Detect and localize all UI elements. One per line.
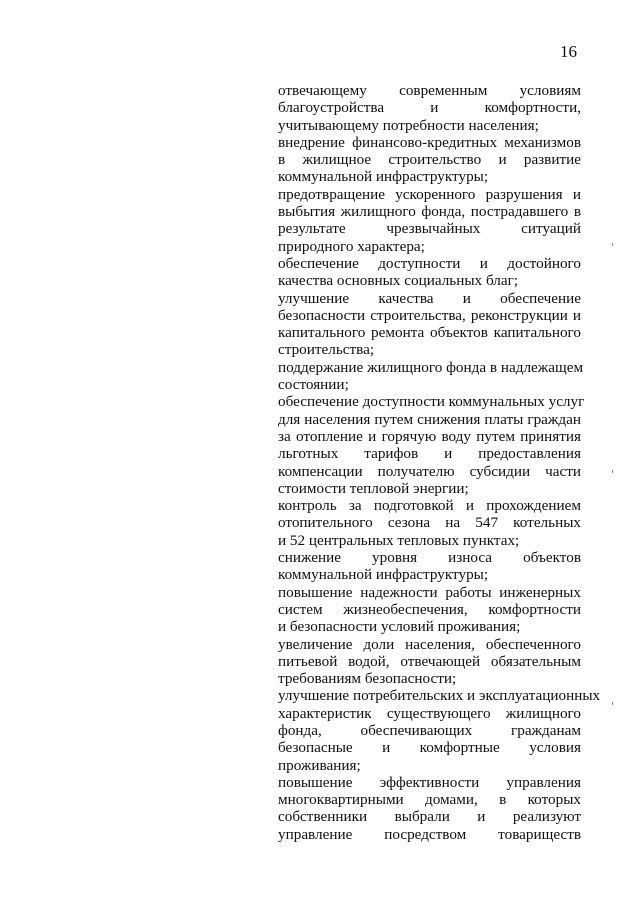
text-line: качества основных социальных благ; xyxy=(278,272,519,290)
body-text-column xyxy=(278,82,601,843)
text-line: за отопление и горячую воду путем принятия xyxy=(278,427,581,445)
text-line: отопительного сезона на 547 котельных xyxy=(278,514,581,532)
text-line: природного характера; xyxy=(278,237,425,255)
text-line: в жилищное строительство и развитие xyxy=(278,151,581,169)
text-line: проживания; xyxy=(278,756,361,774)
page-number: 16 xyxy=(560,42,577,61)
text-line: обеспечение доступности и достойного xyxy=(278,254,581,272)
text-line: поддержание жилищного фонда в надлежащем xyxy=(278,358,584,376)
text-line: и 52 центральных тепловых пунктах; xyxy=(278,531,520,549)
text-line: систем жизнеобеспечения, комфортности xyxy=(278,600,581,618)
text-line: улучшение потребительских и эксплуатационных xyxy=(278,687,601,705)
text-line: состоянии; xyxy=(278,376,349,394)
text-line: управление посредством товариществ xyxy=(278,825,581,843)
text-line: повышение эффективности управления xyxy=(278,773,581,791)
text-line: требованиям безопасности; xyxy=(278,670,457,688)
text-line: многоквартирными домами, в которых xyxy=(278,791,581,809)
text-line: безопасности строительства, реконструкции и xyxy=(278,306,581,324)
text-line: характеристик существующего жилищного xyxy=(278,704,581,722)
text-line: выбытия жилищного фонда, пострадавшего в xyxy=(278,203,581,221)
text-line: отвечающему современным условиям xyxy=(278,82,581,99)
text-line: стоимости тепловой энергии; xyxy=(278,479,469,497)
text-line: льготных тарифов и предоставления xyxy=(278,445,581,463)
text-line: улучшение качества и обеспечение xyxy=(278,289,581,307)
text-line: увеличение доли населения, обеспеченного xyxy=(278,635,581,653)
text-line: внедрение финансово-кредитных механизмов xyxy=(278,133,581,151)
text-line: и безопасности условий проживания; xyxy=(278,618,521,636)
text-line: питьевой водой, отвечающей обязательным xyxy=(278,652,581,670)
text-line: для населения путем снижения платы граждан xyxy=(278,410,581,428)
text-line: учитывающему потребности населения; xyxy=(278,116,539,134)
text-line: обеспечение доступности коммунальных услуг xyxy=(278,393,585,411)
text-line: снижение уровня износа объектов xyxy=(278,549,581,567)
text-line: капитального ремонта объектов капитального xyxy=(278,324,581,342)
text-line: контроль за подготовкой и прохождением xyxy=(278,497,581,515)
text-line: коммунальной инфраструктуры; xyxy=(278,168,489,186)
text-line: результате чрезвычайных ситуаций xyxy=(278,220,581,238)
text-line: строительства; xyxy=(278,341,375,359)
text-line: фонда, обеспечивающих гражданам xyxy=(278,721,581,739)
text-line: компенсации получателю субсидии части xyxy=(278,462,581,480)
text-line: собственники выбрали и реализуют xyxy=(278,808,581,826)
text-line: повышение надежности работы инженерных xyxy=(278,583,581,601)
text-line: безопасные и комфортные условия xyxy=(278,739,581,757)
text-line: предотвращение ускоренного разрушения и xyxy=(278,185,581,203)
text-line: благоустройства и комфортности, xyxy=(278,99,581,117)
text-line: коммунальной инфраструктуры; xyxy=(278,566,489,584)
